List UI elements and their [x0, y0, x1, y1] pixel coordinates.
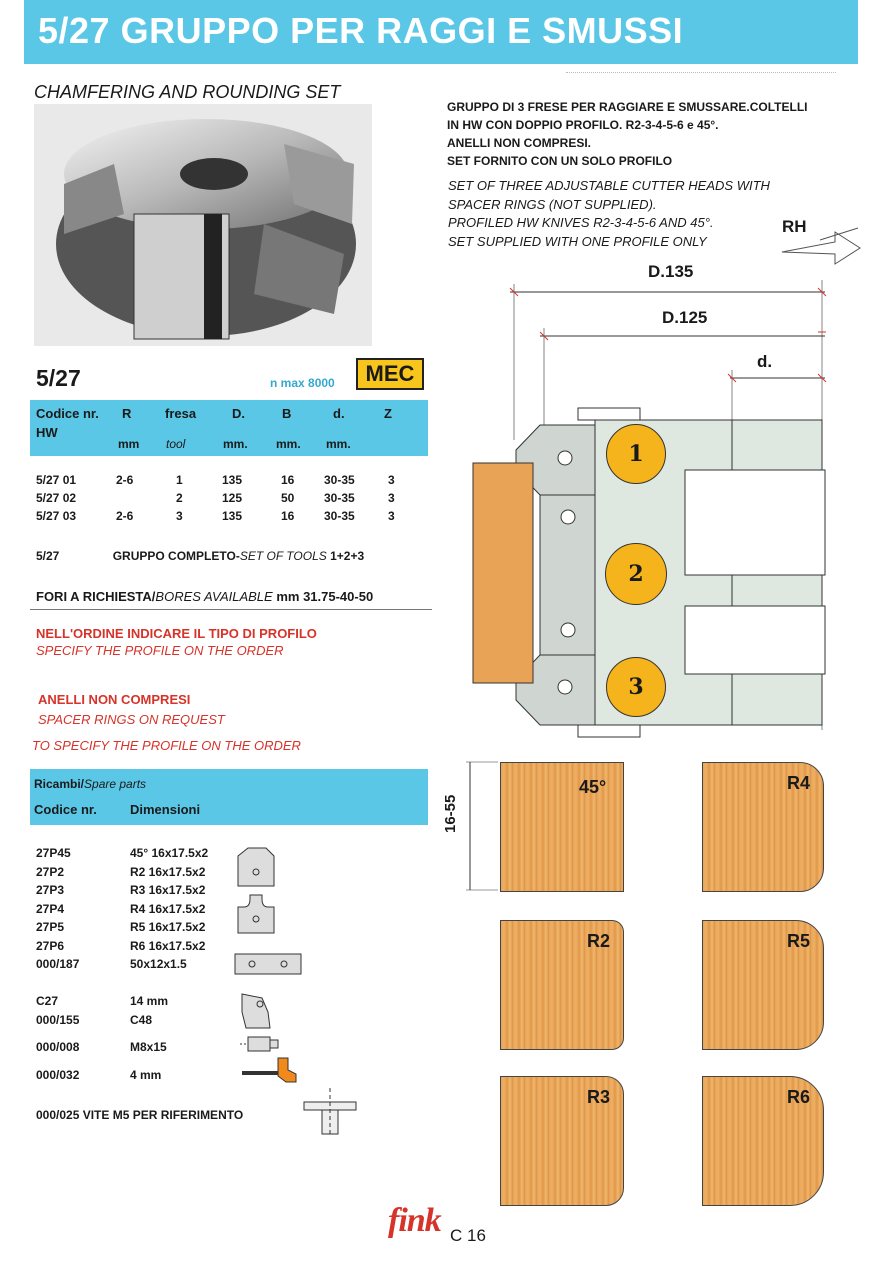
knife-radius-icon [236, 893, 276, 935]
spare-code: 27P5 [36, 920, 65, 934]
mec-badge: MEC [356, 358, 424, 390]
spare-code: C27 [36, 994, 59, 1008]
cell-b: 50 [281, 491, 295, 505]
list-item [36, 900, 236, 919]
specify-note: TO SPECIFY THE PROFILE ON THE ORDER [32, 738, 301, 753]
cell-d: 135 [222, 509, 243, 523]
cell-code: 5/27 01 [36, 473, 77, 487]
list-item [36, 1011, 236, 1030]
description-it-line: ANELLI NON COMPRESI. [447, 136, 592, 150]
spare-code: 27P6 [36, 938, 65, 953]
divider [30, 609, 432, 610]
clamp-icon [238, 992, 274, 1030]
description-it-line: SET FORNITO CON UN SOLO PROFILO [447, 154, 673, 168]
bolt-icon [240, 1034, 282, 1054]
complete-set-value: 1+2+3 [330, 549, 365, 563]
order-note-en: SPECIFY THE PROFILE ON THE ORDER [36, 643, 284, 658]
cutter-number-1: 1 [606, 424, 666, 484]
col-r: R [122, 406, 132, 421]
cell-z: 3 [388, 491, 395, 505]
profile-r3 [500, 1076, 624, 1206]
specs-table-body [36, 471, 416, 525]
spare-dim: R5 16x17.5x2 [130, 920, 206, 934]
cell-code: 5/27 02 [36, 491, 77, 505]
list-item [36, 955, 236, 974]
description-en [448, 177, 770, 251]
bores-en: BORES AVAILABLE [155, 589, 273, 604]
spare-code: 000/032 [36, 1068, 80, 1082]
unit-b: mm. [276, 437, 301, 451]
description-en-line: SPACER RINGS (NOT SUPPLIED). [448, 196, 657, 212]
spare-code: 000/187 [36, 957, 80, 971]
cell-tool: 2 [176, 491, 183, 505]
spares-col-dim: Dimensioni [130, 802, 201, 817]
bores-line [36, 589, 373, 604]
list-item [36, 881, 236, 900]
col-b: B [282, 406, 292, 421]
profile-label: R4 [787, 773, 811, 793]
list-item [36, 1068, 236, 1082]
list-item [36, 1040, 236, 1054]
col-tool: fresa [165, 406, 197, 421]
col-code-hw: HW [36, 425, 58, 440]
spare-dim: R4 16x17.5x2 [130, 901, 206, 916]
max-speed: n max 8000 [270, 376, 335, 390]
list-item [36, 918, 236, 937]
profile-label: R6 [787, 1087, 811, 1107]
page-number: C 16 [450, 1226, 486, 1245]
spares-list-a [36, 844, 236, 974]
spares-title [34, 777, 146, 791]
description-en-line: SET SUPPLIED WITH ONE PROFILE ONLY [448, 233, 707, 249]
cell-r: 2-6 [116, 509, 134, 523]
profile-r5 [702, 920, 824, 1050]
spare-dim: R2 16x17.5x2 [130, 864, 206, 879]
spare-dim: M8x15 [130, 1040, 167, 1054]
cell-z: 3 [388, 509, 395, 523]
height-dimension [462, 760, 502, 894]
col-code: Codice nr. [36, 406, 99, 421]
unit-r: mm [118, 437, 140, 451]
brand-logo: fink [388, 1202, 441, 1239]
diameter-125-label: D.125 [662, 308, 708, 327]
description-it-line: GRUPPO DI 3 FRESE PER RAGGIARE E SMUSSARE.COLTELLI [447, 100, 808, 114]
profile-label: R3 [587, 1087, 611, 1107]
spare-code: 27P2 [36, 864, 65, 879]
list-item [36, 844, 236, 863]
cell-tool: 3 [176, 509, 183, 523]
cell-bore: 30-35 [324, 473, 355, 487]
page-header [24, 0, 858, 64]
cell-r: 2-6 [116, 473, 134, 487]
spare-code: 27P4 [36, 901, 65, 916]
cell-tool: 1 [176, 473, 183, 487]
spare-code: 000/155 [36, 1013, 80, 1027]
cell-d: 135 [222, 473, 243, 487]
table-row [36, 471, 416, 489]
complete-set-en: SET OF TOOLS [239, 549, 327, 563]
cell-code: 5/27 03 [36, 509, 77, 523]
table-row [36, 489, 416, 507]
col-d: D. [232, 406, 245, 421]
bores-it: FORI A RICHIESTA/ [36, 589, 156, 604]
complete-set-it: GRUPPO COMPLETO- [112, 549, 240, 563]
cell-z: 3 [388, 473, 395, 487]
profile-r2 [500, 920, 624, 1050]
spares-col-code: Codice nr. [34, 802, 97, 817]
allen-key-icon [240, 1052, 300, 1088]
page-title: 5/27 GRUPPO PER RAGGI E SMUSSI [38, 10, 684, 51]
unit-bore: mm. [326, 437, 351, 451]
cutter-number-2: 2 [605, 543, 667, 605]
complete-set-line [36, 549, 364, 563]
height-label: 16-55 [442, 794, 459, 833]
product-photo [34, 104, 372, 346]
table-row [36, 507, 416, 525]
profile-label: 45° [579, 777, 607, 797]
spare-dim: 50x12x1.5 [130, 957, 187, 971]
description-en-line: PROFILED HW KNIVES R2-3-4-5-6 AND 45°. [448, 215, 714, 230]
bores-value: mm 31.75-40-50 [276, 589, 374, 604]
spare-code: 27P3 [36, 883, 65, 897]
knife-45-icon [236, 846, 276, 888]
unit-d: mm. [223, 437, 248, 451]
header-divider [566, 72, 836, 74]
bore-label: d. [757, 352, 773, 371]
plate-icon [234, 952, 304, 978]
rotation-label: RH [782, 217, 807, 236]
spare-dim: C48 [130, 1013, 153, 1027]
spare-dim: R3 16x17.5x2 [130, 883, 206, 897]
list-item [36, 937, 236, 956]
cell-d: 125 [222, 491, 243, 505]
order-note-it: NELL'ORDINE INDICARE IL TIPO DI PROFILO [36, 626, 317, 641]
rings-note-en: SPACER RINGS ON REQUEST [38, 712, 225, 727]
list-item [36, 992, 236, 1011]
spare-dim: 45° 16x17.5x2 [130, 846, 209, 860]
rotation-arrow-icon [780, 222, 862, 270]
description-it [447, 98, 808, 170]
spare-code: 27P45 [36, 846, 71, 860]
profile-r6 [702, 1076, 824, 1206]
col-z: Z [384, 406, 392, 421]
cell-bore: 30-35 [324, 509, 355, 523]
spares-title-it: Ricambi/ [34, 777, 85, 791]
profile-label: R2 [587, 931, 611, 951]
spare-screw-line: 000/025 VITE M5 PER RIFERIMENTO [36, 1108, 244, 1122]
spare-code: 000/008 [36, 1040, 80, 1054]
spares-title-en: Spare parts [84, 777, 147, 791]
col-bore: d. [333, 406, 345, 421]
complete-set-code: 5/27 [36, 549, 60, 563]
cell-b: 16 [281, 473, 295, 487]
list-item [36, 863, 236, 882]
cutter-number-3: 3 [606, 657, 666, 717]
spare-dim: 14 mm [130, 994, 169, 1008]
screw-icon [302, 1086, 358, 1138]
spare-dim: R6 16x17.5x2 [130, 938, 206, 953]
spares-list-b [36, 992, 236, 1030]
cell-bore: 30-35 [324, 491, 355, 505]
product-code: 5/27 [36, 365, 81, 391]
profile-r4 [702, 762, 824, 892]
description-en-line: SET OF THREE ADJUSTABLE CUTTER HEADS WITH [448, 178, 770, 193]
cell-b: 16 [281, 509, 295, 523]
subtitle: CHAMFERING AND ROUNDING SET [34, 82, 341, 102]
spare-dim: 4 mm [130, 1068, 162, 1082]
diameter-135-label: D.135 [648, 262, 694, 281]
description-it-line: IN HW CON DOPPIO PROFILO. R2-3-4-5-6 e 45°. [447, 118, 719, 132]
rings-note-it: ANELLI NON COMPRESI [38, 692, 191, 707]
profile-45 [500, 762, 624, 892]
profile-label: R5 [787, 931, 811, 951]
unit-tool: tool [166, 437, 186, 451]
